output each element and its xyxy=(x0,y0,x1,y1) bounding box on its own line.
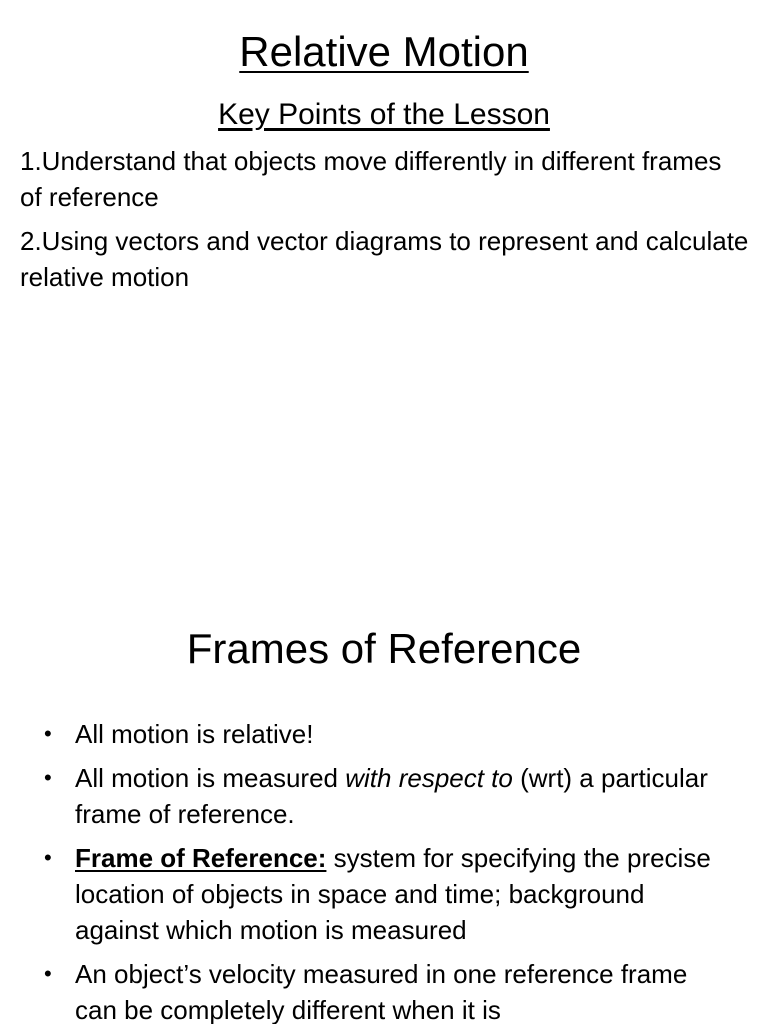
key-point: 1.Understand that objects move differently in different frames of reference xyxy=(20,146,722,212)
bullet-text: All motion is measured xyxy=(75,763,346,793)
bullet-item xyxy=(0,956,768,1024)
bullet-item xyxy=(0,716,768,752)
bullet-text: All motion is relative! xyxy=(75,719,314,749)
page-title: Relative Motion xyxy=(239,28,529,75)
bullet-text: (wrt) a particular frame of reference. xyxy=(75,763,708,829)
bullet-text: An object’s velocity measured in one reference frame can be completely different when it is xyxy=(75,959,688,1024)
slide-frames-of-reference xyxy=(0,590,768,1024)
defined-term: Frame of Reference: xyxy=(75,843,327,873)
bullet-icon: • xyxy=(44,765,52,790)
section-title: Frames of Reference xyxy=(186,625,582,672)
bullet-list xyxy=(0,716,768,1024)
bullet-item xyxy=(0,840,768,948)
bullet-item xyxy=(0,760,768,832)
term-definition: system for specifying the precise location of objects in space and time; background against which motion is measured xyxy=(75,843,711,945)
bullet-emphasis: with respect to xyxy=(345,763,513,793)
lesson-subtitle: Key Points of the Lesson xyxy=(218,98,550,131)
bullet-icon: • xyxy=(44,721,52,746)
bullet-icon: • xyxy=(44,961,52,986)
key-points-list xyxy=(20,143,750,303)
key-point: 2.Using vectors and vector diagrams to represent and calculate relative motion xyxy=(20,226,749,292)
bullet-icon: • xyxy=(44,845,52,870)
